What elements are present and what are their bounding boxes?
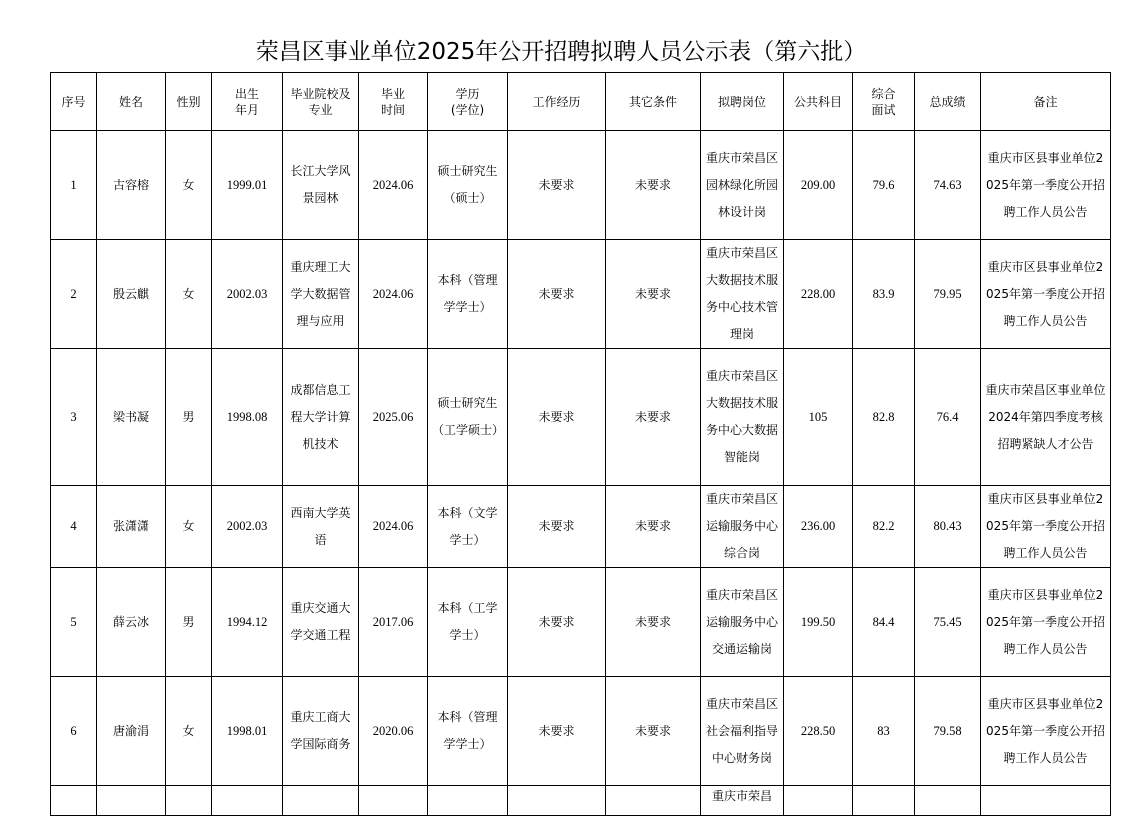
- cell-name: 张潇潇: [97, 486, 166, 568]
- cell-name: 梁书凝: [97, 349, 166, 486]
- cell-name: 古容榕: [97, 131, 166, 240]
- cell-work: [508, 786, 606, 816]
- cell-total: 76.4: [915, 349, 981, 486]
- cell-post: 重庆市荣昌区大数据技术服务中心技术管理岗: [701, 240, 784, 349]
- cell-note: 重庆市区县事业单位2025年第一季度公开招聘工作人员公告: [981, 240, 1111, 349]
- cell-no: 4: [51, 486, 97, 568]
- cell-no: 5: [51, 568, 97, 677]
- cell-birth: 1998.01: [212, 677, 283, 786]
- cell-public: 199.50: [784, 568, 853, 677]
- cell-interview: [853, 786, 915, 816]
- cell-school: 成都信息工程大学计算机技术: [283, 349, 359, 486]
- cell-gender: 女: [166, 486, 212, 568]
- cell-birth: 1999.01: [212, 131, 283, 240]
- cell-grad: [359, 786, 428, 816]
- cell-work: 未要求: [508, 568, 606, 677]
- cell-work: 未要求: [508, 240, 606, 349]
- cell-post: 重庆市荣昌: [701, 786, 784, 816]
- header-cell: 公共科目: [784, 73, 853, 131]
- cell-birth: 1998.08: [212, 349, 283, 486]
- cell-interview: 84.4: [853, 568, 915, 677]
- cell-other: 未要求: [606, 349, 701, 486]
- header-cell: 其它条件: [606, 73, 701, 131]
- header-cell: 毕业院校及 专业: [283, 73, 359, 131]
- cell-total: 79.58: [915, 677, 981, 786]
- cell-work: 未要求: [508, 677, 606, 786]
- header-cell: 毕业 时间: [359, 73, 428, 131]
- header-row: [51, 73, 1111, 131]
- cell-degree: 硕士研究生（硕士）: [428, 131, 508, 240]
- cell-no: 1: [51, 131, 97, 240]
- cell-gender: 女: [166, 240, 212, 349]
- header-cell: 综合 面试: [853, 73, 915, 131]
- cell-gender: 女: [166, 677, 212, 786]
- cell-gender: 男: [166, 349, 212, 486]
- cell-school: [283, 786, 359, 816]
- cell-note: 重庆市区县事业单位2025年第一季度公开招聘工作人员公告: [981, 486, 1111, 568]
- cell-interview: 82.2: [853, 486, 915, 568]
- header-cell: 序号: [51, 73, 97, 131]
- header-cell: 拟聘岗位: [701, 73, 784, 131]
- cell-post: 重庆市荣昌区园林绿化所园林设计岗: [701, 131, 784, 240]
- cell-degree: 本科（工学学士）: [428, 568, 508, 677]
- cell-gender: [166, 786, 212, 816]
- cell-degree: 本科（文学学士）: [428, 486, 508, 568]
- cell-note: [981, 786, 1111, 816]
- cell-other: 未要求: [606, 486, 701, 568]
- cell-school: 长江大学风景园林: [283, 131, 359, 240]
- cell-grad: 2025.06: [359, 349, 428, 486]
- header-cell: 备注: [981, 73, 1111, 131]
- cell-public: [784, 786, 853, 816]
- cell-grad: 2024.06: [359, 240, 428, 349]
- cell-gender: 女: [166, 131, 212, 240]
- cell-degree: 硕士研究生（工学硕士）: [428, 349, 508, 486]
- cell-name: 薛云冰: [97, 568, 166, 677]
- header-cell: 性别: [166, 73, 212, 131]
- cell-grad: 2024.06: [359, 131, 428, 240]
- cell-post: 重庆市荣昌区社会福利指导中心财务岗: [701, 677, 784, 786]
- cell-interview: 79.6: [853, 131, 915, 240]
- cell-total: 74.63: [915, 131, 981, 240]
- cell-work: 未要求: [508, 486, 606, 568]
- header-cell: 学历 (学位): [428, 73, 508, 131]
- cell-name: 唐渝涓: [97, 677, 166, 786]
- table-row: [51, 486, 1111, 568]
- cell-other: 未要求: [606, 240, 701, 349]
- table-row: [51, 131, 1111, 240]
- cell-post: 重庆市荣昌区运输服务中心交通运输岗: [701, 568, 784, 677]
- cell-total: 80.43: [915, 486, 981, 568]
- cell-other: [606, 786, 701, 816]
- header-cell: 出生 年月: [212, 73, 283, 131]
- cell-name: [97, 786, 166, 816]
- cell-no: 3: [51, 349, 97, 486]
- cell-birth: 2002.03: [212, 240, 283, 349]
- cell-school: 重庆理工大学大数据管理与应用: [283, 240, 359, 349]
- table-row: [51, 568, 1111, 677]
- cell-school: 西南大学英语: [283, 486, 359, 568]
- cell-birth: [212, 786, 283, 816]
- cell-other: 未要求: [606, 131, 701, 240]
- page-title: 荣昌区事业单位2025年公开招聘拟聘人员公示表（第六批）: [255, 39, 867, 65]
- cell-grad: 2024.06: [359, 486, 428, 568]
- cell-note: 重庆市区县事业单位2025年第一季度公开招聘工作人员公告: [981, 568, 1111, 677]
- cell-other: 未要求: [606, 677, 701, 786]
- cell-school: 重庆工商大学国际商务: [283, 677, 359, 786]
- cell-post: 重庆市荣昌区大数据技术服务中心大数据智能岗: [701, 349, 784, 486]
- cell-birth: 2002.03: [212, 486, 283, 568]
- cell-other: 未要求: [606, 568, 701, 677]
- table-row: [51, 349, 1111, 486]
- table-row: [51, 240, 1111, 349]
- cell-public: 228.50: [784, 677, 853, 786]
- cell-gender: 男: [166, 568, 212, 677]
- cell-public: 209.00: [784, 131, 853, 240]
- cell-work: 未要求: [508, 349, 606, 486]
- cell-interview: 83: [853, 677, 915, 786]
- cell-public: 105: [784, 349, 853, 486]
- cell-degree: [428, 786, 508, 816]
- cell-note: 重庆市区县事业单位2025年第一季度公开招聘工作人员公告: [981, 677, 1111, 786]
- table-row: [51, 677, 1111, 786]
- cell-note: 重庆市荣昌区事业单位2024年第四季度考核招聘紧缺人才公告: [981, 349, 1111, 486]
- cell-total: [915, 786, 981, 816]
- cell-total: 79.95: [915, 240, 981, 349]
- cell-name: 殷云麒: [97, 240, 166, 349]
- header-cell: 总成绩: [915, 73, 981, 131]
- cell-interview: 82.8: [853, 349, 915, 486]
- cell-grad: 2020.06: [359, 677, 428, 786]
- table-body: [51, 131, 1111, 816]
- cell-note: 重庆市区县事业单位2025年第一季度公开招聘工作人员公告: [981, 131, 1111, 240]
- header-cell: 工作经历: [508, 73, 606, 131]
- cell-post: 重庆市荣昌区运输服务中心综合岗: [701, 486, 784, 568]
- cell-grad: 2017.06: [359, 568, 428, 677]
- cell-work: 未要求: [508, 131, 606, 240]
- cell-no: 6: [51, 677, 97, 786]
- cell-school: 重庆交通大学交通工程: [283, 568, 359, 677]
- cell-total: 75.45: [915, 568, 981, 677]
- table-row: [51, 786, 1111, 816]
- cell-birth: 1994.12: [212, 568, 283, 677]
- cell-no: 2: [51, 240, 97, 349]
- cell-public: 236.00: [784, 486, 853, 568]
- cell-public: 228.00: [784, 240, 853, 349]
- header-cell: 姓名: [97, 73, 166, 131]
- cell-interview: 83.9: [853, 240, 915, 349]
- cell-no: [51, 786, 97, 816]
- cell-degree: 本科（管理学学士）: [428, 240, 508, 349]
- cell-degree: 本科（管理学学士）: [428, 677, 508, 786]
- recruitment-table: [50, 72, 1111, 816]
